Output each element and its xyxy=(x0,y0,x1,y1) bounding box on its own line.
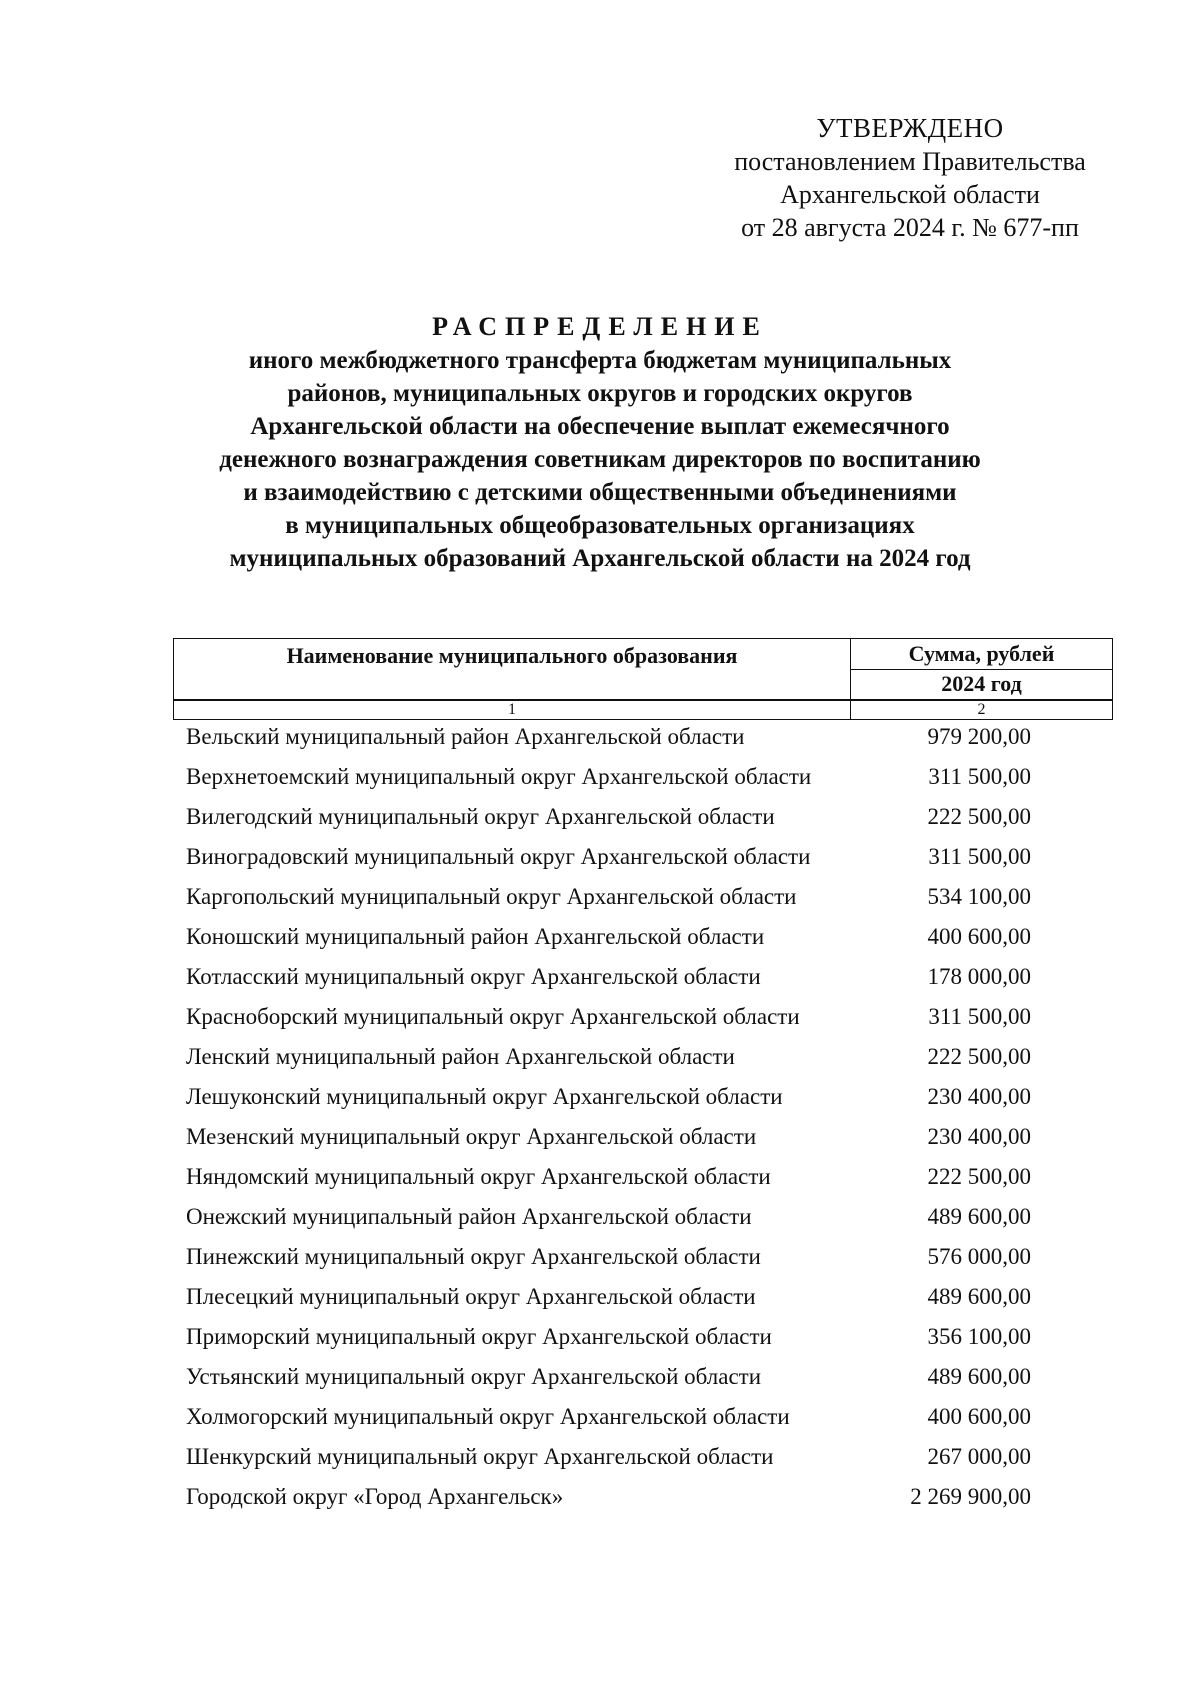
subtitle-line: в муниципальных общеобразовательных организациях xyxy=(285,512,915,539)
subtitle-line: денежного вознаграждения советникам директоров по воспитанию xyxy=(219,446,981,473)
row-sum: 356 100,00 xyxy=(927,1324,1031,1349)
row-name: Лешуконский муниципальный округ Архангельской области xyxy=(186,1084,783,1109)
column-header-sum: Сумма, рублей xyxy=(851,639,1113,670)
row-name: Виноградовский муниципальный округ Архангельской области xyxy=(186,844,811,869)
table-row xyxy=(186,1282,1066,1311)
row-sum: 400 600,00 xyxy=(927,1404,1031,1429)
row-sum: 489 600,00 xyxy=(927,1204,1031,1229)
column-header-name: Наименование муниципального образования xyxy=(174,639,851,700)
row-sum: 222 500,00 xyxy=(927,1164,1031,1189)
approval-date-number: от 28 августа 2024 г. № 677-пп xyxy=(741,213,1079,242)
row-name: Городской округ «Город Архангельск» xyxy=(186,1484,564,1509)
row-sum: 178 000,00 xyxy=(927,964,1031,989)
row-sum: 222 500,00 xyxy=(927,804,1031,829)
row-sum: 311 500,00 xyxy=(928,1004,1031,1029)
table-row xyxy=(186,882,1066,911)
table-row xyxy=(186,1322,1066,1351)
approval-authority: постановлением Правительства xyxy=(734,147,1086,176)
row-name: Няндомский муниципальный округ Архангельской области xyxy=(186,1164,771,1189)
row-name: Шенкурский муниципальный округ Архангельской области xyxy=(186,1444,774,1469)
column-header-year: 2024 год xyxy=(851,669,1113,700)
document-title: РАСПРЕДЕЛЕНИЕ xyxy=(432,312,768,341)
approval-stamp xyxy=(700,112,1120,244)
row-sum: 576 000,00 xyxy=(927,1244,1031,1269)
row-name: Котласский муниципальный округ Архангельской области xyxy=(186,964,761,989)
table-row xyxy=(186,1482,1066,1511)
row-name: Коношский муниципальный район Архангельской области xyxy=(186,924,765,949)
table-row xyxy=(186,842,1066,871)
approval-region: Архангельской области xyxy=(780,180,1040,209)
row-name: Мезенский муниципальный округ Архангельской области xyxy=(186,1124,757,1149)
row-sum: 230 400,00 xyxy=(927,1084,1031,1109)
row-name: Ленский муниципальный район Архангельской области xyxy=(186,1044,735,1069)
row-sum: 222 500,00 xyxy=(927,1044,1031,1069)
row-sum: 979 200,00 xyxy=(927,724,1031,749)
row-sum: 311 500,00 xyxy=(928,764,1031,789)
table-row xyxy=(186,1122,1066,1151)
row-name: Красноборский муниципальный округ Архангельской области xyxy=(186,1004,800,1029)
row-name: Онежский муниципальный район Архангельской области xyxy=(186,1204,752,1229)
row-name: Каргопольский муниципальный округ Архангельской области xyxy=(186,884,797,909)
table-row xyxy=(186,1002,1066,1031)
row-sum: 489 600,00 xyxy=(927,1364,1031,1389)
row-sum: 2 269 900,00 xyxy=(910,1484,1031,1509)
table-row xyxy=(186,1242,1066,1271)
table-row xyxy=(186,962,1066,991)
row-sum: 534 100,00 xyxy=(927,884,1031,909)
row-sum: 311 500,00 xyxy=(928,844,1031,869)
table-row xyxy=(186,1162,1066,1191)
subtitle-line: иного межбюджетного трансферта бюджетам муниципальных xyxy=(248,347,952,374)
row-name: Верхнетоемский муниципальный округ Архангельской области xyxy=(186,764,812,789)
subtitle-line: районов, муниципальных округов и городских округов xyxy=(287,380,913,407)
table-row xyxy=(186,1082,1066,1111)
table-row xyxy=(186,1042,1066,1071)
row-sum: 267 000,00 xyxy=(927,1444,1031,1469)
table-row xyxy=(186,1402,1066,1431)
table-row xyxy=(186,722,1066,751)
table-row xyxy=(186,1362,1066,1391)
row-name: Вилегодский муниципальный округ Архангельской области xyxy=(186,804,775,829)
table-row xyxy=(186,762,1066,791)
table-row xyxy=(186,802,1066,831)
column-number-2: 2 xyxy=(851,701,1113,720)
subtitle-line: муниципальных образований Архангельской области на 2024 год xyxy=(229,545,971,572)
row-sum: 230 400,00 xyxy=(927,1124,1031,1149)
row-name: Устьянский муниципальный округ Архангельской области xyxy=(186,1364,762,1389)
table-row xyxy=(186,1442,1066,1471)
table-row xyxy=(186,1202,1066,1231)
column-number-1: 1 xyxy=(174,701,851,720)
row-sum: 400 600,00 xyxy=(927,924,1031,949)
table-column-numbers xyxy=(173,700,1113,720)
table-body xyxy=(186,722,1066,1522)
subtitle-line: и взаимодействию с детскими общественными объединениями xyxy=(243,479,957,506)
table-row xyxy=(186,922,1066,951)
row-name: Холмогорский муниципальный округ Архангельской области xyxy=(186,1404,790,1429)
approved-label: УТВЕРЖДЕНО xyxy=(816,113,1004,143)
row-name: Приморский муниципальный округ Архангельской области xyxy=(186,1324,772,1349)
table-header xyxy=(173,638,1113,700)
row-sum: 489 600,00 xyxy=(927,1284,1031,1309)
row-name: Вельский муниципальный район Архангельской области xyxy=(186,724,745,749)
row-name: Пинежский муниципальный округ Архангельской области xyxy=(186,1244,761,1269)
subtitle-line: Архангельской области на обеспечение выплат ежемесячного xyxy=(250,413,950,440)
document-heading xyxy=(150,310,1050,575)
row-name: Плесецкий муниципальный округ Архангельской области xyxy=(186,1284,756,1309)
